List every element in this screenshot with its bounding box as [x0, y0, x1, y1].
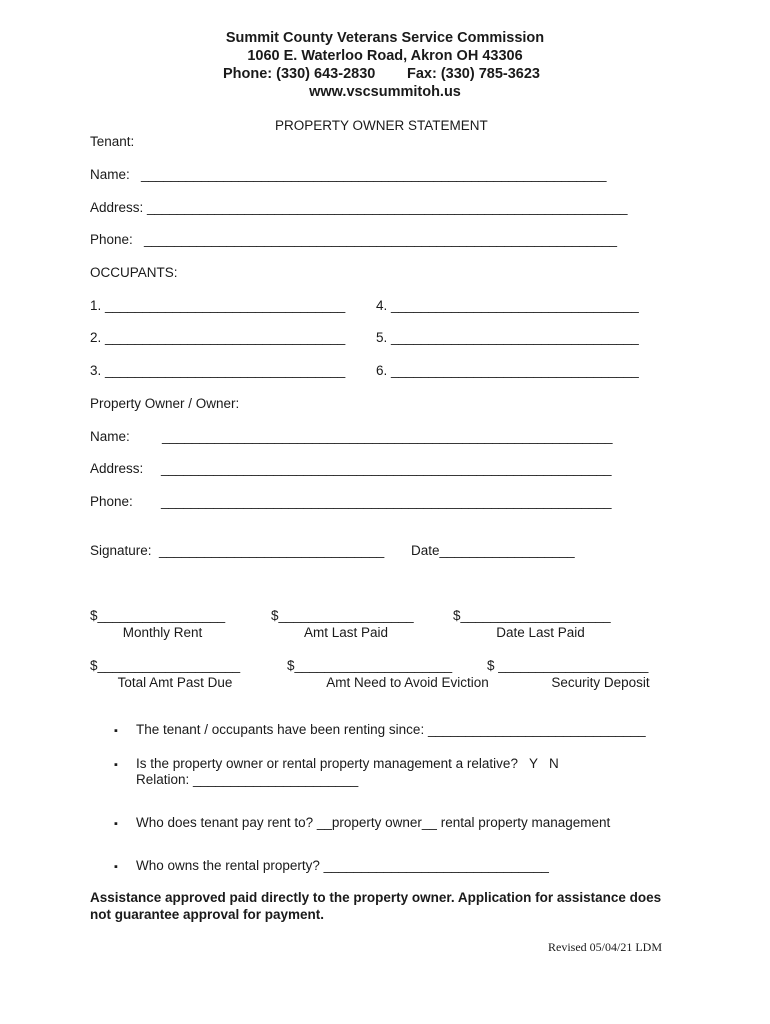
bullet-icon: ▪ — [114, 818, 118, 830]
total-past-due-caption: Total Amt Past Due — [117, 675, 233, 690]
org-address: 1060 E. Waterloo Road, Akron OH 43306 — [247, 48, 523, 64]
total-past-due-field[interactable]: $___________________ — [90, 658, 241, 673]
owner-heading: Property Owner / Owner: — [90, 396, 240, 411]
owner-phone-field[interactable]: ____________________________________________________________ — [161, 494, 612, 509]
form-title: PROPERTY OWNER STATEMENT — [275, 118, 488, 133]
amt-last-paid-field[interactable]: $__________________ — [271, 608, 414, 623]
date-last-paid-field[interactable]: $____________________ — [453, 608, 611, 623]
bullet-icon: ▪ — [114, 725, 118, 737]
monthly-rent-field[interactable]: $_________________ — [90, 608, 226, 623]
date-field[interactable]: Date__________________ — [411, 543, 575, 558]
occupant-field-2[interactable]: 2. ________________________________ — [90, 330, 346, 345]
occupant-field-5[interactable]: 5. _________________________________ — [376, 330, 639, 345]
tenant-phone-field[interactable]: Phone: _______________________________________________________________ — [90, 232, 618, 247]
notice-line-1: Assistance approved paid directly to the property owner. Application for assistance does — [90, 890, 662, 905]
owner-phone-label: Phone: — [90, 494, 133, 509]
date-last-paid-caption: Date Last Paid — [496, 625, 585, 640]
relation-field[interactable]: Relation: ______________________ — [136, 772, 359, 787]
relative-question[interactable]: Is the property owner or rental property management a relative? Y N — [136, 756, 559, 771]
occupant-field-3[interactable]: 3. ________________________________ — [90, 363, 346, 378]
tenant-heading: Tenant: — [90, 134, 135, 149]
tenant-name-field[interactable]: Name: ______________________________________________________________ — [90, 167, 607, 182]
amt-avoid-eviction-caption: Amt Need to Avoid Eviction — [326, 675, 489, 690]
bullet-icon: ▪ — [114, 759, 118, 771]
revision-note: Revised 05/04/21 LDM — [548, 940, 662, 954]
notice-line-2: not guarantee approval for payment. — [90, 907, 325, 922]
org-fax: Fax: (330) 785-3623 — [407, 66, 540, 82]
signature-field[interactable]: Signature: ______________________________ — [90, 543, 385, 558]
occupant-field-4[interactable]: 4. _________________________________ — [376, 298, 639, 313]
owner-name-field[interactable]: ____________________________________________________________ — [162, 429, 613, 444]
tenant-address-field[interactable]: Address: ________________________________________________________________ — [90, 200, 628, 215]
occupant-field-6[interactable]: 6. _________________________________ — [376, 363, 639, 378]
bullet-icon: ▪ — [114, 861, 118, 873]
amt-avoid-eviction-field[interactable]: $_____________________ — [287, 658, 453, 673]
renting-since-field[interactable]: The tenant / occupants have been renting since: _____________________________ — [136, 722, 646, 737]
occupants-heading: OCCUPANTS: — [90, 265, 178, 280]
monthly-rent-caption: Monthly Rent — [122, 625, 203, 640]
owner-address-label: Address: — [90, 461, 144, 476]
org-website: www.vscsummitoh.us — [309, 84, 461, 100]
occupant-field-1[interactable]: 1. ________________________________ — [90, 298, 346, 313]
security-deposit-field[interactable]: $ ____________________ — [487, 658, 649, 673]
org-phone: Phone: (330) 643-2830 — [223, 66, 376, 82]
org-name: Summit County Veterans Service Commission — [225, 30, 545, 46]
owner-address-field[interactable]: ____________________________________________________________ — [161, 461, 612, 476]
pay-rent-to-question[interactable]: Who does tenant pay rent to? __property owner__ rental property management — [136, 815, 611, 830]
owner-name-label: Name: — [90, 429, 130, 444]
owner-of-property-field[interactable]: Who owns the rental property? ______________________________ — [136, 858, 549, 873]
security-deposit-caption: Security Deposit — [551, 675, 650, 690]
amt-last-paid-caption: Amt Last Paid — [303, 625, 389, 640]
